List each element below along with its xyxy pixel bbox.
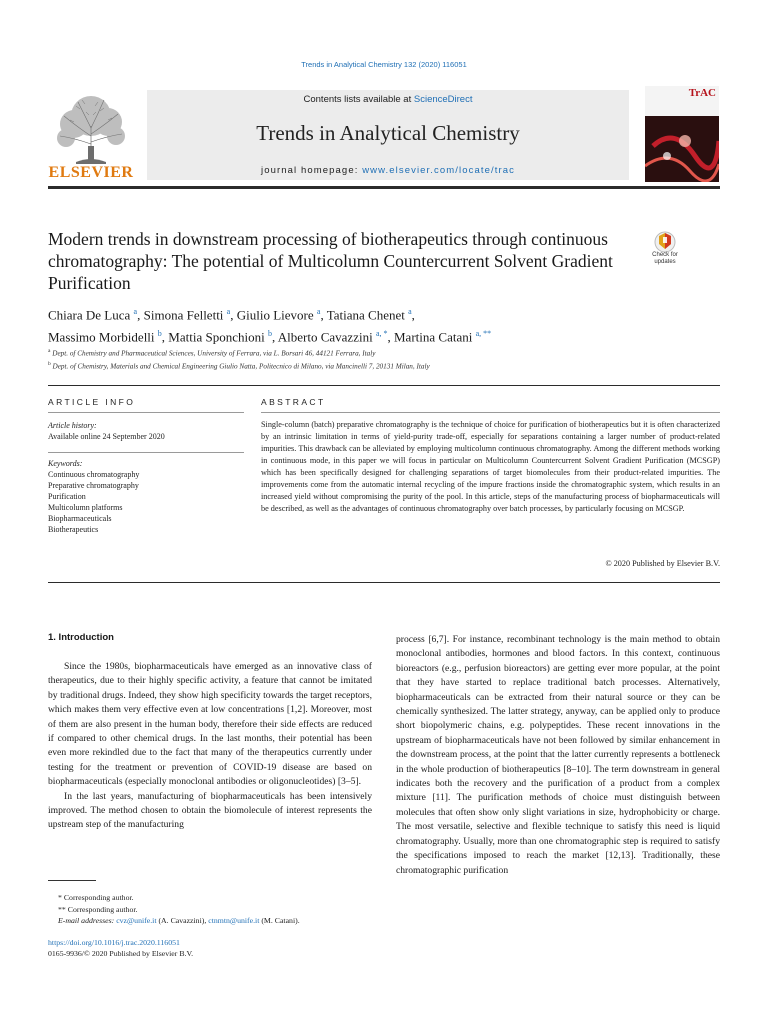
author-affiliation-marker: a [226, 307, 231, 316]
author-name[interactable]: Tatiana Chenet [326, 307, 405, 323]
homepage-prefix: journal homepage: [261, 165, 363, 176]
cover-label: TrAC [688, 87, 716, 99]
author-affiliation-marker: b [267, 329, 272, 339]
corresponding-author-note: * Corresponding author. [58, 893, 134, 902]
doi-link[interactable]: https://doi.org/10.1016/j.trac.2020.116051 [48, 938, 180, 947]
author-name[interactable]: Mattia Sponchioni [168, 329, 265, 345]
keyword-item: Preparative chromatography [48, 481, 139, 490]
keyword-item: Multicolumn platforms [48, 503, 123, 512]
section-rule [48, 385, 720, 386]
email-owner: (M. Catani). [259, 916, 300, 925]
check-for-updates-label[interactable]: Check for updates [652, 252, 678, 265]
email-owner: (A. Cavazzini), [156, 916, 209, 925]
author-affiliation-marker: b [157, 329, 162, 339]
author-affiliation-marker: a [316, 307, 321, 316]
contents-availability-line [147, 94, 629, 105]
body-paragraph: Since the 1980s, biopharmaceuticals have emerged as an innovative class of therapeutics, due to their highly specific activity, a feature that cannot be imitated by traditional drugs. Indeed, they show high specificity towards the target receptors, which makes them very effective even at low concentrations [1,2]. Moreover, most of them are also present in the human body, therefore their side effects are reduced if compared to other chemical drugs. In the last months, their potential has been even more rekindled due to the fact that many of the therapeutics currently under testing for the treatment or prevention of COVID-19 disease are based on biopharmaceuticals (especially monoclonal antibodies or oligonucleotides) [3–5]. [48, 661, 372, 788]
article-history [48, 420, 244, 442]
author-name[interactable]: Simona Felletti [143, 307, 224, 323]
author-line: Massimo Morbidelli $^b$, Mattia Sponchioni $^b$, Alberto Cavazzini $^{a, *}$, Martina Catani $^{a, **}$ [48, 329, 492, 345]
footnotes [48, 892, 378, 927]
journal-homepage-line [147, 165, 629, 176]
email-link[interactable]: ctnmtn@unife.it [208, 916, 260, 925]
author-line: Chiara De Luca $^a$, Simona Felletti $^a$, Giulio Lievore $^a$, Tatiana Chenet $^a$, [48, 307, 415, 323]
section-heading-introduction: 1. Introduction [48, 632, 114, 643]
journal-cover-thumbnail [645, 86, 719, 182]
article-title: Modern trends in downstream processing of biotherapeutics through continuous chromatography: The potential of Multicolumn Countercurrent Solvent Gradient Purification [48, 229, 613, 293]
article-info-rule [48, 452, 244, 453]
journal-title: Trends in Analytical Chemistry [256, 121, 520, 145]
author-name[interactable]: Martina Catani [394, 329, 473, 345]
author-name[interactable]: Massimo Morbidelli [48, 329, 155, 345]
cover-artwork-icon [645, 86, 719, 182]
author-list [48, 302, 688, 347]
email-label: E-mail addresses: [58, 916, 115, 925]
keyword-item: Biopharmaceuticals [48, 514, 112, 523]
body-paragraph: In the last years, manufacturing of biopharmaceuticals has been intensively improved. The method chosen to obtain the biomolecule of interest represents the upstream step of the manufacturing [48, 790, 372, 831]
article-history-value: Available online 24 September 2020 [48, 432, 165, 441]
author-affiliation-marker: a [133, 307, 138, 316]
author-name[interactable]: Alberto Cavazzini [277, 329, 373, 345]
author-affiliation-marker: a, * [375, 329, 388, 339]
abstract-text: Single-column (batch) preparative chromatography is the technique of choice for purification of biotherapeutics but it is often characterized by an intrinsic limitation in terms of yield-purity trade-off, especially for separations containing a larger number of product-related impurities. This drawback can be alleviated by employing multicolumn continuous chromatography. Among the different methods working in continuous mode, in this paper we will focus in particular on Multicolumn Countercurrent Solvent Gradient Purification (MCSGP) which has been specifically designed for challenging separations of target biomolecules from their product-related impurities. The improvements come from the automatic internal recycling of the impure fractions inside the chromatographic system, which results in an increased yield without compromising the purity of the pool. In this article, steps of the manufacturing process of biopharmaceuticals will be described, as well as the advantages of continuous chromatography over batch processes, by particularly focusing on MCSGP. [261, 420, 720, 513]
keyword-item: Purification [48, 492, 86, 501]
body-column-right [396, 633, 720, 878]
body-paragraph: process [6,7]. For instance, recombinant technology is the main method to obtain monoclonal antibodies, hormones and blood factors. In this context, continuous bioreactors (e.g., perfusion bioreactors) are getting ever more popular, at the point that they have started to replace traditional batch processes. Alternatively, biopharmaceuticals can be extracted from their natural source or they can be chemically synthesized. The latter strategy, anyway, can be applied only to produce short biopolymeric chains, e.g. polypeptides. These recent innovations in the upstream of biopharmaceuticals have not been followed by similar enhancement in the downstream process, at the point that the latter currently represents a bottleneck in the whole production of biotherapeutics [8–10]. The term downstream in general indicates both the recovery and the purification of a product from a complex mixture [11]. The purification methods of choice must distinguish between molecules that often show only slight variations in size, hydrophobicity or charge. The most versatile, selective and flexible technique to satisfy this need is liquid chromatography. Usually, more than one chromatographic step is required to satisfy the specifications imposed to reach the market [12,13]. Traditionally, these chromatographic purification [396, 634, 720, 876]
abstract-rule [261, 412, 720, 413]
affiliation-item [48, 359, 728, 372]
affiliation-text: Dept. of Chemistry and Pharmaceutical Sciences, University of Ferrara, via L. Borsari 46, 44121 Ferrara, Italy [52, 349, 376, 358]
email-addresses [48, 915, 378, 927]
abstract-copyright: © 2020 Published by Elsevier B.V. [605, 559, 720, 568]
author-affiliation-marker: a, ** [475, 329, 492, 339]
footnote-rule [48, 880, 96, 881]
keyword-item: Biotherapeutics [48, 525, 99, 534]
article-info-rule [48, 412, 244, 413]
body-column-left [48, 660, 372, 833]
affiliation-text: Dept. of Chemistry, Materials and Chemical Engineering Giulio Natta, Politecnico di Milano, via Mancinelli 7, 20131 Milan, Italy [52, 362, 430, 371]
corresponding-author-note: ** Corresponding author. [58, 904, 138, 914]
abstract-heading: ABSTRACT [261, 397, 326, 407]
keywords-label: Keywords: [48, 459, 83, 468]
issn-copyright: 0165-9936/© 2020 Published by Elsevier B.V. [48, 949, 194, 958]
affiliation-marker: b [48, 361, 51, 368]
affiliation-item [48, 346, 728, 359]
affiliations [48, 346, 728, 373]
header-rule [48, 186, 720, 189]
journal-reference[interactable]: Trends in Analytical Chemistry 132 (2020) 116051 [301, 60, 467, 69]
affiliation-marker: a [48, 348, 51, 354]
sciencedirect-link[interactable]: ScienceDirect [413, 94, 473, 105]
keywords-block [48, 458, 244, 535]
author-affiliation-marker: a [408, 307, 412, 316]
contents-prefix: Contents lists available at [303, 94, 414, 105]
article-history-label: Article history: [48, 421, 97, 430]
article-info-heading: ARTICLE INFO [48, 397, 136, 407]
author-name[interactable]: Chiara De Luca [48, 307, 131, 323]
publisher-wordmark: ELSEVIER [48, 164, 134, 181]
journal-homepage-link[interactable]: www.elsevier.com/locate/trac [362, 165, 515, 176]
author-name[interactable]: Giulio Lievore [236, 307, 314, 323]
email-link[interactable]: cvz@unife.it [116, 916, 157, 925]
keyword-item: Continuous chromatography [48, 470, 140, 479]
front-matter-rule [48, 582, 720, 583]
